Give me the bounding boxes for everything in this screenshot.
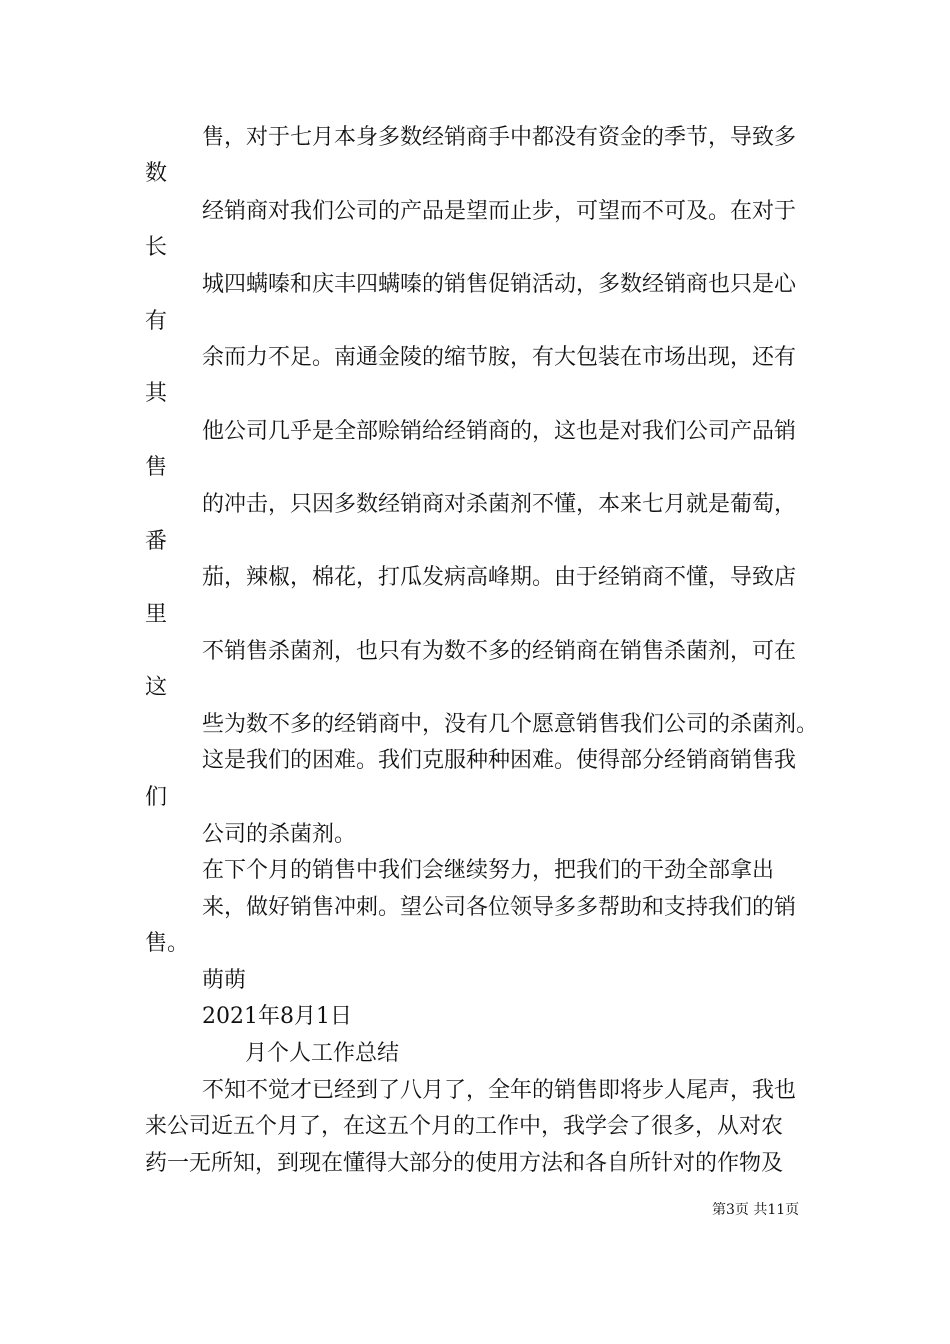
text-line: 公司的杀菌剂。: [202, 822, 357, 847]
section-title: 月个人工作总结: [245, 1041, 400, 1066]
text-line: 售。: [145, 931, 190, 956]
text-line: 长: [145, 235, 168, 260]
text-line: 数: [145, 161, 168, 186]
text-line: 不知不觉才已经到了八月了，全年的销售即将步人尾声，我也: [202, 1078, 797, 1103]
text-line: 些为数不多的经销商中，没有几个愿意销售我们公司的杀菌剂。: [202, 712, 819, 737]
text-line: 的冲击，只因多数经销商对杀菌剂不懂，本来七月就是葡萄，: [202, 492, 797, 517]
text-line: 城四螨嗪和庆丰四螨嗪的销售促销活动，多数经销商也只是心: [202, 272, 797, 297]
text-line: 售: [145, 455, 168, 480]
text-line: 余而力不足。南通金陵的缩节胺，有大包装在市场出现，还有: [202, 345, 797, 370]
text-line: 在下个月的销售中我们会继续努力，把我们的干劲全部拿出: [202, 858, 775, 883]
text-line: 不销售杀菌剂，也只有为数不多的经销商在销售杀菌剂，可在: [202, 639, 797, 664]
text-line: 番: [145, 529, 168, 554]
text-line: 里: [145, 602, 168, 627]
text-line: 来，做好销售冲刺。望公司各位领导多多帮助和支持我们的销: [202, 895, 797, 920]
text-line: 其: [145, 381, 168, 406]
signature-name: 萌萌: [202, 968, 247, 993]
text-line: 经销商对我们公司的产品是望而止步，可望而不可及。在对于: [202, 199, 797, 224]
text-line: 们: [145, 785, 168, 810]
signature-date: 2021年8月1日: [202, 1004, 352, 1029]
text-line: 药一无所知，到现在懂得大部分的使用方法和各自所针对的作物及: [145, 1151, 784, 1176]
text-line: 茄，辣椒，棉花，打瓜发病高峰期。由于经销商不懂，导致店: [202, 565, 797, 590]
page-number-footer: 第3页 共11页: [712, 1202, 800, 1218]
text-line: 来公司近五个月了，在这五个月的工作中，我学会了很多，从对农: [145, 1114, 784, 1139]
text-line: 他公司几乎是全部赊销给经销商的，这也是对我们公司产品销: [202, 419, 797, 444]
text-line: 售，对于七月本身多数经销商手中都没有资金的季节，导致多: [202, 125, 797, 150]
text-line: 这是我们的困难。我们克服种种困难。使得部分经销商销售我: [202, 748, 797, 773]
text-line: 这: [145, 675, 168, 700]
text-line: 有: [145, 309, 168, 334]
